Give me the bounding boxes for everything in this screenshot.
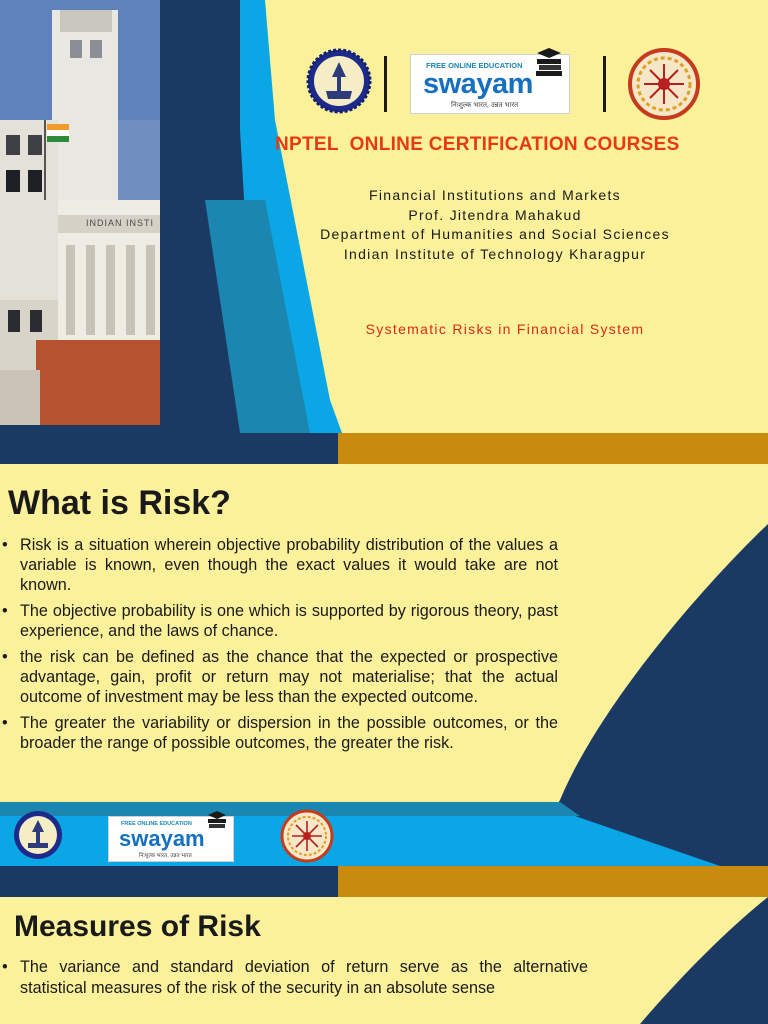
swayam-brand-text-small: swayam	[119, 826, 205, 851]
logo-divider-right	[603, 56, 606, 112]
logo-divider-left	[384, 56, 387, 112]
risk-bullet-list	[0, 535, 558, 753]
lecture-topic: Systematic Risks in Financial System	[365, 321, 645, 337]
nptel-emblem-icon	[628, 48, 700, 120]
course-banner: NPTEL ONLINE CERTIFICATION COURSES	[275, 134, 680, 155]
swayam-tagline: निःशुल्क भारत, उन्नत भारत	[451, 102, 519, 109]
swayam-tagline-small: निःशुल्क भारत, उन्नत भारत	[139, 853, 192, 859]
swayam-logo-small	[108, 816, 234, 862]
bullet-item: • The greater the variability or dispersion in the possible outcomes, or the broader the range of possible outcomes, the greater the risk.	[0, 713, 558, 753]
iit-kharagpur-logo-icon	[306, 47, 372, 119]
swayam-brand-text: swayam	[423, 68, 533, 100]
bullet-item: • the risk can be defined as the chance that the expected or prospective advantage, gain, profit or return may not materialise; that the actual outcome of investment may be less than the expected outcome.	[0, 647, 558, 707]
measures-of-risk-slide	[0, 897, 768, 1024]
course-title: Financial Institutions and Markets	[369, 187, 621, 203]
professor-name: Prof. Jitendra Mahakud	[408, 206, 582, 223]
books-graduation-cap-icon	[533, 45, 565, 77]
course-info	[270, 186, 720, 264]
what-is-risk-slide	[0, 464, 768, 897]
institute-building-photo	[0, 0, 160, 425]
measures-bullet-list	[0, 957, 588, 999]
swayam-logo	[410, 54, 570, 114]
slide-title: What is Risk?	[8, 484, 231, 522]
nptel-emblem-small-icon	[280, 809, 334, 863]
building-sign: INDIAN INSTI	[86, 218, 155, 228]
institute-name: Indian Institute of Technology Kharagpur	[343, 245, 647, 262]
books-graduation-cap-small-icon	[205, 809, 229, 833]
swayam-top-text-small: FREE ONLINE EDUCATION	[121, 821, 192, 827]
title-slide	[0, 0, 768, 464]
swayam-top-text: FREE ONLINE EDUCATION	[426, 61, 523, 70]
bullet-item: • The variance and standard deviation of return serve as the alternative statistical measures of the risk of the security in an absolute sense	[0, 957, 588, 999]
slide-title: Measures of Risk	[14, 910, 261, 943]
bullet-item: • Risk is a situation wherein objective probability distribution of the values a variable is known, even though the exact values it would take are not known.	[0, 535, 558, 595]
department-name: Department of Humanities and Social Sciences	[320, 226, 670, 242]
bullet-item: • The objective probability is one which is supported by rigorous theory, past experience, and the laws of chance.	[0, 601, 558, 641]
iit-kharagpur-logo-small-icon	[12, 807, 64, 863]
